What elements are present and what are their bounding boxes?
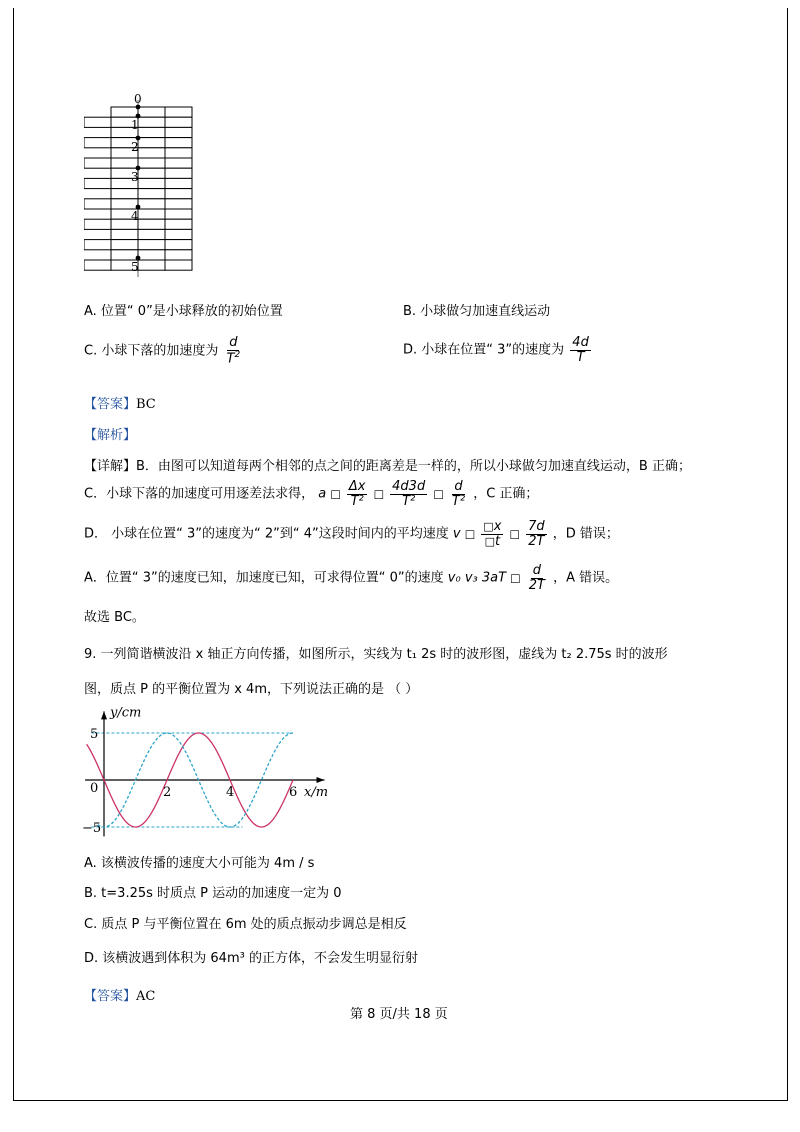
- x-tick-label: 6: [289, 785, 298, 800]
- detail-line-2: [84, 480, 538, 508]
- answer-8-value: BC: [136, 397, 156, 412]
- brick: [165, 178, 192, 188]
- answer-9-value: AC: [136, 989, 156, 1004]
- f2-den: T²: [402, 493, 416, 509]
- q9-option-c: C. 质点 P 与平衡位置在 6m 处的质点振动步调总是相反: [84, 917, 407, 932]
- brick: [138, 117, 165, 127]
- option-c-den-sup: 2: [234, 349, 241, 360]
- y-tick-label: 5: [90, 727, 99, 742]
- position-label: 0: [134, 92, 142, 106]
- brick: [138, 178, 165, 188]
- q9-option-a: A. 该横波传播的速度大小可能为 4m / s: [84, 856, 315, 871]
- detail-tag: 【详解】: [84, 459, 137, 474]
- x-tick-label: 4: [226, 785, 235, 800]
- brick: [84, 138, 111, 148]
- f1-den: T²: [350, 493, 364, 509]
- brick: [138, 168, 165, 178]
- eq-box-4: □: [464, 527, 476, 541]
- f5-num: 7d: [528, 519, 545, 534]
- detail-line-3-suffix: ，D 错误；: [552, 526, 619, 542]
- detail-line-3-frac-2: [526, 520, 547, 548]
- brick: [138, 219, 165, 229]
- detail-line-4-suffix: ，A 错误。: [553, 570, 619, 586]
- brick-wall-figure: [84, 92, 196, 282]
- page-footer: 第 8 页/共 18 页: [350, 1007, 448, 1022]
- q9-stem-line-1: 9. 一列简谐横波沿 x 轴正方向传播，如图所示，实线为 t₁ 2s 时的波形图，虚线为 t₂ 2.75s 时的波形: [84, 647, 668, 662]
- option-c-den-text: T: [226, 350, 235, 366]
- option-d-fraction: [570, 336, 591, 364]
- brick: [165, 127, 192, 137]
- x-axis-arrow: [317, 777, 325, 783]
- brick: [84, 158, 111, 168]
- brick: [165, 189, 192, 199]
- option-d-num: 4d: [572, 335, 589, 350]
- wave-chart: [80, 700, 340, 840]
- f4-num: [481, 520, 503, 535]
- answer-8-label: 【答案】: [84, 397, 137, 412]
- detail-line-2-prefix: C．小球下落的加速度可用逐差法求得，: [84, 486, 315, 502]
- answer-9: [84, 985, 155, 1004]
- detail-line-3-frac-1: [481, 520, 503, 548]
- position-label: 5: [131, 260, 139, 274]
- f4-num-text: x: [493, 519, 502, 534]
- option-d: [403, 336, 593, 364]
- brick: [111, 250, 138, 260]
- detail-line-1: [84, 455, 691, 474]
- analysis-label: 【解析】: [84, 428, 137, 443]
- x-axis-label: x/m: [304, 785, 329, 800]
- f2-num: 4d3d: [392, 479, 426, 494]
- brick: [138, 127, 165, 137]
- q9-stem-line-2: 图，质点 P 的平衡位置为 x 4m，下列说法正确的是 （ ）: [84, 682, 419, 697]
- detail-line-2-frac-1: [347, 480, 368, 508]
- y-axis-arrow: [101, 711, 107, 719]
- position-label: 4: [131, 209, 139, 223]
- position-label: 3: [131, 170, 139, 184]
- brick: [111, 199, 138, 209]
- brick: [138, 158, 165, 168]
- x-tick-label: 2: [163, 785, 172, 800]
- brick: [111, 107, 138, 117]
- brick: [165, 209, 192, 219]
- detail-line-4-prefix: A．位置“ 3”的速度已知，加速度已知，可求得位置“ 0”的速度: [84, 570, 444, 586]
- eq-box-3: □: [433, 487, 444, 501]
- y-tick-label: 0: [90, 781, 99, 796]
- q9-option-b: B. t=3.25s 时质点 P 运动的加速度一定为 0: [84, 886, 342, 901]
- detail-line-3: [84, 520, 619, 548]
- brick: [165, 107, 192, 117]
- brick: [165, 199, 192, 209]
- f3-num: d: [454, 479, 463, 494]
- eq-box-1: □: [330, 487, 341, 501]
- brick: [84, 240, 111, 250]
- detail-line-2-frac-2: [390, 480, 427, 508]
- detail-line-2-a: a: [318, 486, 327, 502]
- option-d-text: D. 小球在位置“ 3”的速度为: [403, 342, 565, 358]
- eq-box-2: □: [373, 487, 385, 501]
- brick: [165, 240, 192, 250]
- brick: [165, 229, 192, 239]
- eq-box-6: □: [510, 571, 521, 585]
- brick: [165, 168, 192, 178]
- brick: [111, 240, 138, 250]
- q9-option-d: D. 该横波遇到体积为 64m³ 的正方体，不会发生明显衍射: [84, 951, 418, 966]
- detail-line-3-prefix: D． 小球在位置“ 3”的速度为“ 2”到“ 4”这段时间内的平均速度: [84, 526, 449, 542]
- option-c-text: C. 小球下落的加速度为: [84, 343, 219, 359]
- brick: [165, 158, 192, 168]
- brick: [165, 148, 192, 158]
- detail-line-4-expr: v₀ v₃ 3aT: [447, 570, 511, 586]
- position-label: 2: [131, 140, 139, 154]
- y-axis-label: y/cm: [110, 705, 142, 721]
- detail-line-3-v: v: [452, 526, 461, 542]
- brick: [111, 158, 138, 168]
- box-dx: □: [483, 520, 494, 533]
- brick: [165, 117, 192, 127]
- option-b: B. 小球做匀加速直线运动: [403, 304, 551, 319]
- brick: [138, 138, 165, 148]
- brick: [84, 260, 111, 270]
- brick: [165, 138, 192, 148]
- detail-line-4-frac: [527, 564, 547, 592]
- f6-den: 2T: [528, 577, 545, 593]
- brick: [138, 250, 165, 260]
- y-tick-label: −5: [82, 821, 102, 836]
- answer-8: [84, 393, 156, 412]
- box-dt: □: [484, 534, 495, 548]
- option-a: A. 位置“ 0”是小球释放的初始位置: [84, 304, 283, 319]
- brick: [165, 260, 192, 270]
- brick: [111, 189, 138, 199]
- f4-den: [483, 535, 503, 549]
- f4-den-text: t: [495, 533, 501, 549]
- option-c-fraction: [224, 336, 242, 366]
- brick: [165, 250, 192, 260]
- brick: [138, 107, 165, 117]
- detail-line-4: [84, 564, 618, 592]
- position-label: 1: [131, 118, 139, 132]
- brick: [84, 178, 111, 188]
- option-c: [84, 336, 244, 366]
- answer-9-label: 【答案】: [84, 989, 137, 1004]
- brick: [84, 219, 111, 229]
- f1-num: Δx: [348, 479, 366, 494]
- brick: [84, 117, 111, 127]
- detail-line-5: 故选 BC。: [84, 610, 145, 625]
- brick: [138, 209, 165, 219]
- eq-box-5: □: [509, 527, 520, 541]
- detail-line-2-frac-3: [450, 480, 467, 508]
- brick: [165, 219, 192, 229]
- brick: [84, 199, 111, 209]
- brick: [138, 240, 165, 250]
- brick: [138, 189, 165, 199]
- option-c-den: [224, 351, 242, 366]
- f6-num: d: [532, 563, 541, 578]
- option-d-den: T: [576, 349, 585, 365]
- detail-line-1-text: B．由图可以知道每两个相邻的点之间的距离差是一样的，所以小球做匀加速直线运动，B 正确；: [136, 459, 691, 474]
- detail-line-2-suffix: ，C 正确；: [473, 486, 539, 502]
- brick: [111, 229, 138, 239]
- brick: [138, 229, 165, 239]
- option-c-num: d: [229, 335, 238, 350]
- brick: [138, 148, 165, 158]
- f5-den: 2T: [528, 533, 545, 549]
- f3-den: T²: [451, 493, 466, 509]
- brick: [138, 199, 165, 209]
- brick: [138, 260, 165, 270]
